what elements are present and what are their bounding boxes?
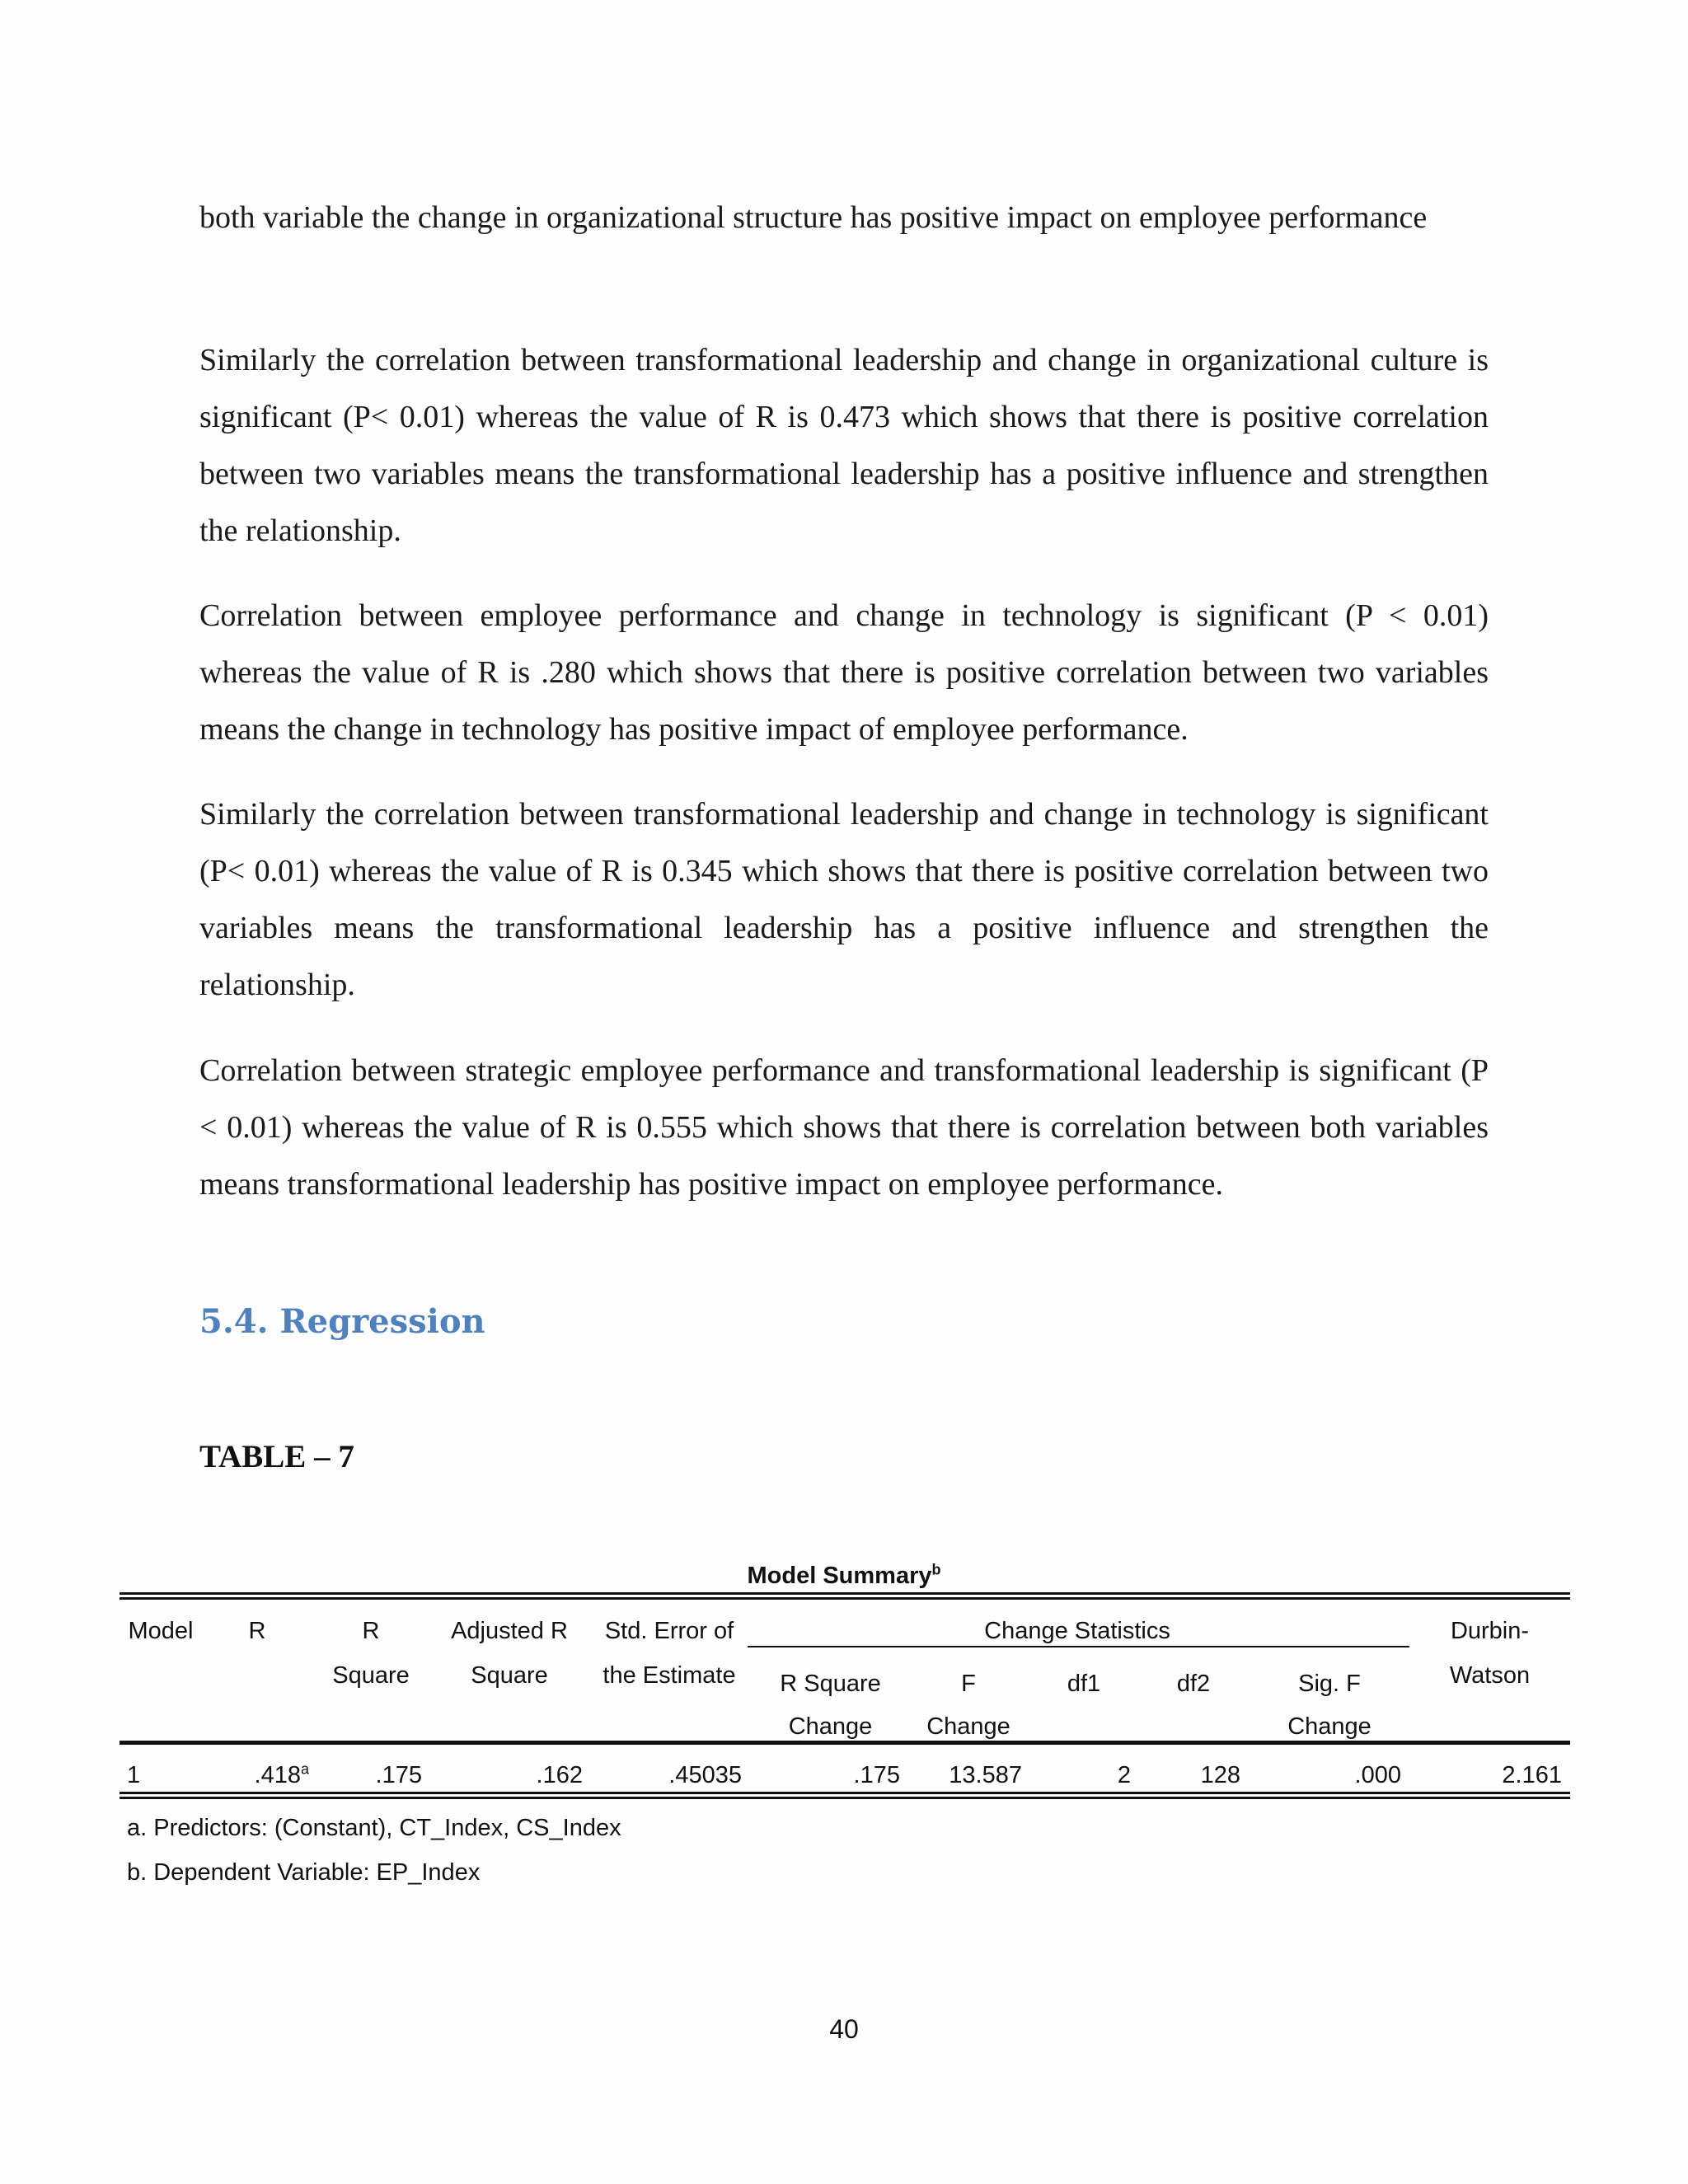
header-sig-f-change: Sig. F Change [1287,1671,1372,1740]
paragraph-technology-correlation: Correlation between employee performance and change in technology is significant (P < 0.01) whereas the value of R is .280 which shows that there is positive correlation between two variables means the change in technology has positive impact of employee performance. [199,598,1489,747]
table-title: Model Summary$^b$ [747,1561,941,1589]
header-r-square: R Square [332,1618,410,1689]
cell-r-square: .175 [375,1762,422,1788]
header-df1: df1 [1067,1671,1101,1697]
cell-model: 1 [127,1762,141,1788]
header-df2: df2 [1176,1671,1211,1697]
paragraph-strategic-performance: Correlation between strategic employee performance and transformational leadership is significant (P < 0.01) whereas the value of R is 0.555 which shows that there is correlation between both variables means transformational leadership has positive impact on employee performance. [199,1053,1489,1202]
section-heading: 5.4. Regression [199,1302,485,1341]
paragraph-org-structure: both variable the change in organizational structure has positive impact on employee performance [199,200,1428,235]
top-double-rule-b [120,1597,1570,1600]
cell-adjusted-r-square: .162 [536,1762,583,1788]
change-statistics-rule [748,1646,1409,1647]
bottom-double-rule-a [120,1792,1570,1794]
header-std-error: Std. Error of the Estimate [603,1618,736,1689]
header-r: R [248,1618,266,1644]
cell-sig-f-change: .000 [1354,1762,1401,1788]
header-r-square-change: R Square Change [780,1671,881,1740]
top-double-rule-a [120,1592,1570,1595]
cell-r: .418$^a$ [254,1760,309,1788]
header-durbin-watson: Durbin- Watson [1449,1618,1531,1689]
cell-df1: 2 [1117,1762,1131,1788]
footnote-predictors: a. Predictors: (Constant), CT_Index, CS_Index [127,1815,621,1841]
header-adjusted-r-square: Adjusted R Square [451,1618,568,1689]
footnote-dependent-variable: b. Dependent Variable: EP_Index [127,1859,481,1886]
page-number: 40 [829,2014,859,2044]
cell-durbin-watson: 2.161 [1502,1762,1562,1788]
cell-std-error: .45035 [668,1762,742,1788]
paragraph-culture-correlation: Similarly the correlation between transformational leadership and change in organizational culture is significant (P< 0.01) whereas the value of R is 0.473 which shows that there is positive correlation between two variables means the transformational leadership has a positive influence and strengthen the relationship. [199,343,1489,548]
bottom-double-rule-b [120,1797,1570,1799]
cell-df2: 128 [1200,1762,1240,1788]
header-model: Model [128,1618,194,1644]
header-body-rule [120,1741,1570,1745]
header-change-statistics: Change Statistics [984,1618,1170,1644]
header-f-change: F Change [926,1671,1010,1740]
cell-f-change: 13.587 [949,1762,1022,1788]
paragraph-leadership-technology: Similarly the correlation between transformational leadership and change in technology is significant (P< 0.01) whereas the value of R is 0.345 which shows that there is positive correlation between two variables means the transformational leadership has a positive influence and strengthen the relationship. [199,797,1489,1002]
table-label: TABLE – 7 [199,1439,354,1474]
cell-r-square-change: .175 [853,1762,900,1788]
